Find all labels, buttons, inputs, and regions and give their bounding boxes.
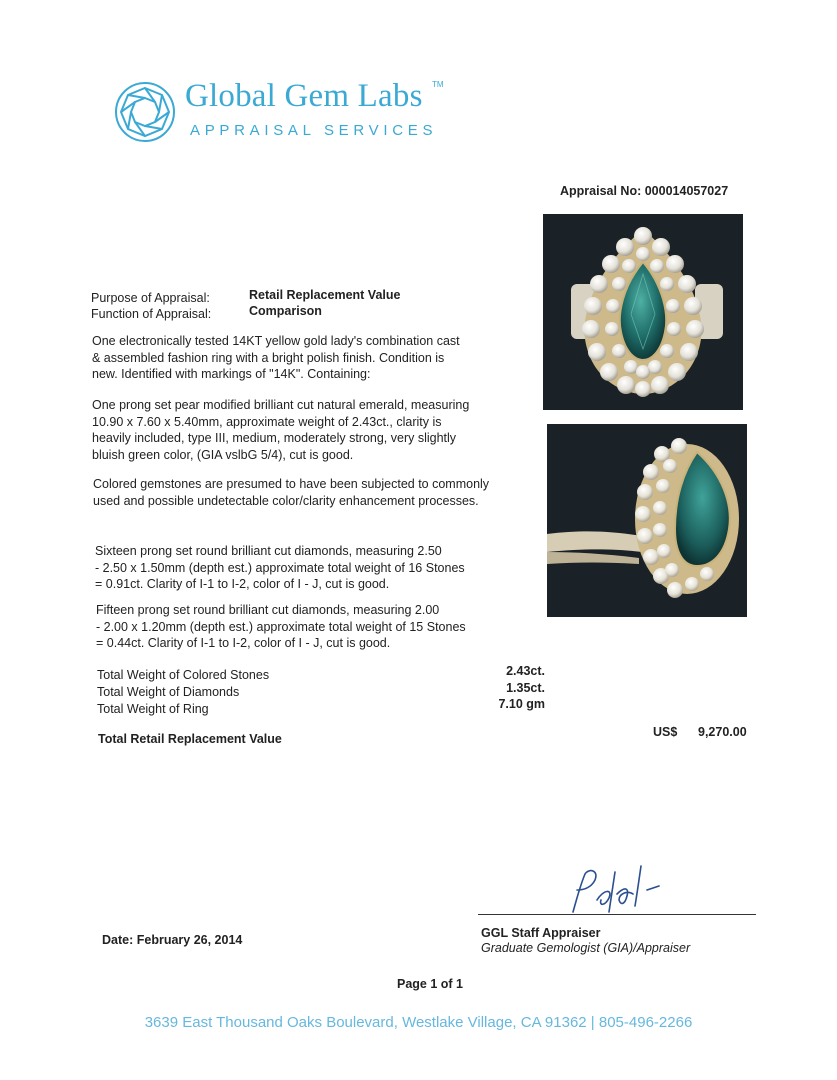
appraiser-title: Graduate Gemologist (GIA)/Appraiser <box>481 941 691 955</box>
purpose-label: Purpose of Appraisal: <box>91 291 210 305</box>
appraiser-name: GGL Staff Appraiser <box>481 926 601 940</box>
gem-logo-icon <box>113 80 177 144</box>
appraisal-date: Date: February 26, 2014 <box>102 933 243 947</box>
diamonds-16-description: Sixteen prong set round brilliant cut diamonds, measuring 2.50 - 2.50 x 1.50mm (depth est.) approximate total weight of 16 Stones = 0.91ct. Clarity of I-1 to I-2, color of I - J, cut is good. <box>95 544 465 591</box>
enhancement-note: Colored gemstones are presumed to have been subjected to commonly used and possible undetectable color/clarity enhancement processes. <box>93 477 490 508</box>
retail-value-amount: 9,270.00 <box>698 725 747 739</box>
purpose-value: Retail Replacement Value <box>249 288 401 302</box>
footer-address: 3639 East Thousand Oaks Boulevard, Westlake Village, CA 91362 | 805-496-2266 <box>144 1014 693 1031</box>
brand-name: Global Gem Labs <box>185 78 423 114</box>
total-ring-value: 7.10 gm <box>498 697 545 711</box>
function-value: Comparison <box>249 304 322 318</box>
currency: US$ <box>653 725 678 739</box>
appraisal-number: Appraisal No: 000014057027 <box>560 184 729 198</box>
appraiser-signature <box>555 860 665 918</box>
emerald-description: One prong set pear modified brilliant cut natural emerald, measuring 10.90 x 7.60 x 5.40mm, approximate weight of 2.43ct., clarity is heavily included, type III, medium, moderately strong, very slightly bluish green color, (GIA vslbG 5/4), cut is good. <box>92 398 470 462</box>
retail-value-label: Total Retail Replacement Value <box>98 732 282 746</box>
total-colored-label: Total Weight of Colored Stones <box>97 668 270 682</box>
total-colored-value: 2.43ct. <box>506 664 545 678</box>
diamonds-15-description: Fifteen prong set round brilliant cut diamonds, measuring 2.00 - 2.00 x 1.20mm (depth est.) approximate total weight of 15 Stones = 0.44ct. Clarity of I-1 to I-2, color of I - J, cut is good. <box>96 603 466 650</box>
brand-subtitle: APPRAISAL SERVICES <box>190 122 438 139</box>
total-diamonds-label: Total Weight of Diamonds <box>97 685 240 699</box>
total-diamonds-value: 1.35ct. <box>506 681 545 695</box>
signature-line <box>478 914 756 915</box>
function-label: Function of Appraisal: <box>91 307 212 321</box>
page-number: Page 1 of 1 <box>397 977 463 991</box>
total-ring-label: Total Weight of Ring <box>97 702 209 716</box>
ring-description: One electronically tested 14KT yellow gold lady's combination cast & assembled fashion ring with a bright polish finish. Condition is new. Identified with markings of "14K". Containing: <box>92 334 460 381</box>
ring-photo-side <box>547 424 747 617</box>
brand-trademark: TM <box>432 80 444 89</box>
ring-photo-top <box>543 214 743 410</box>
